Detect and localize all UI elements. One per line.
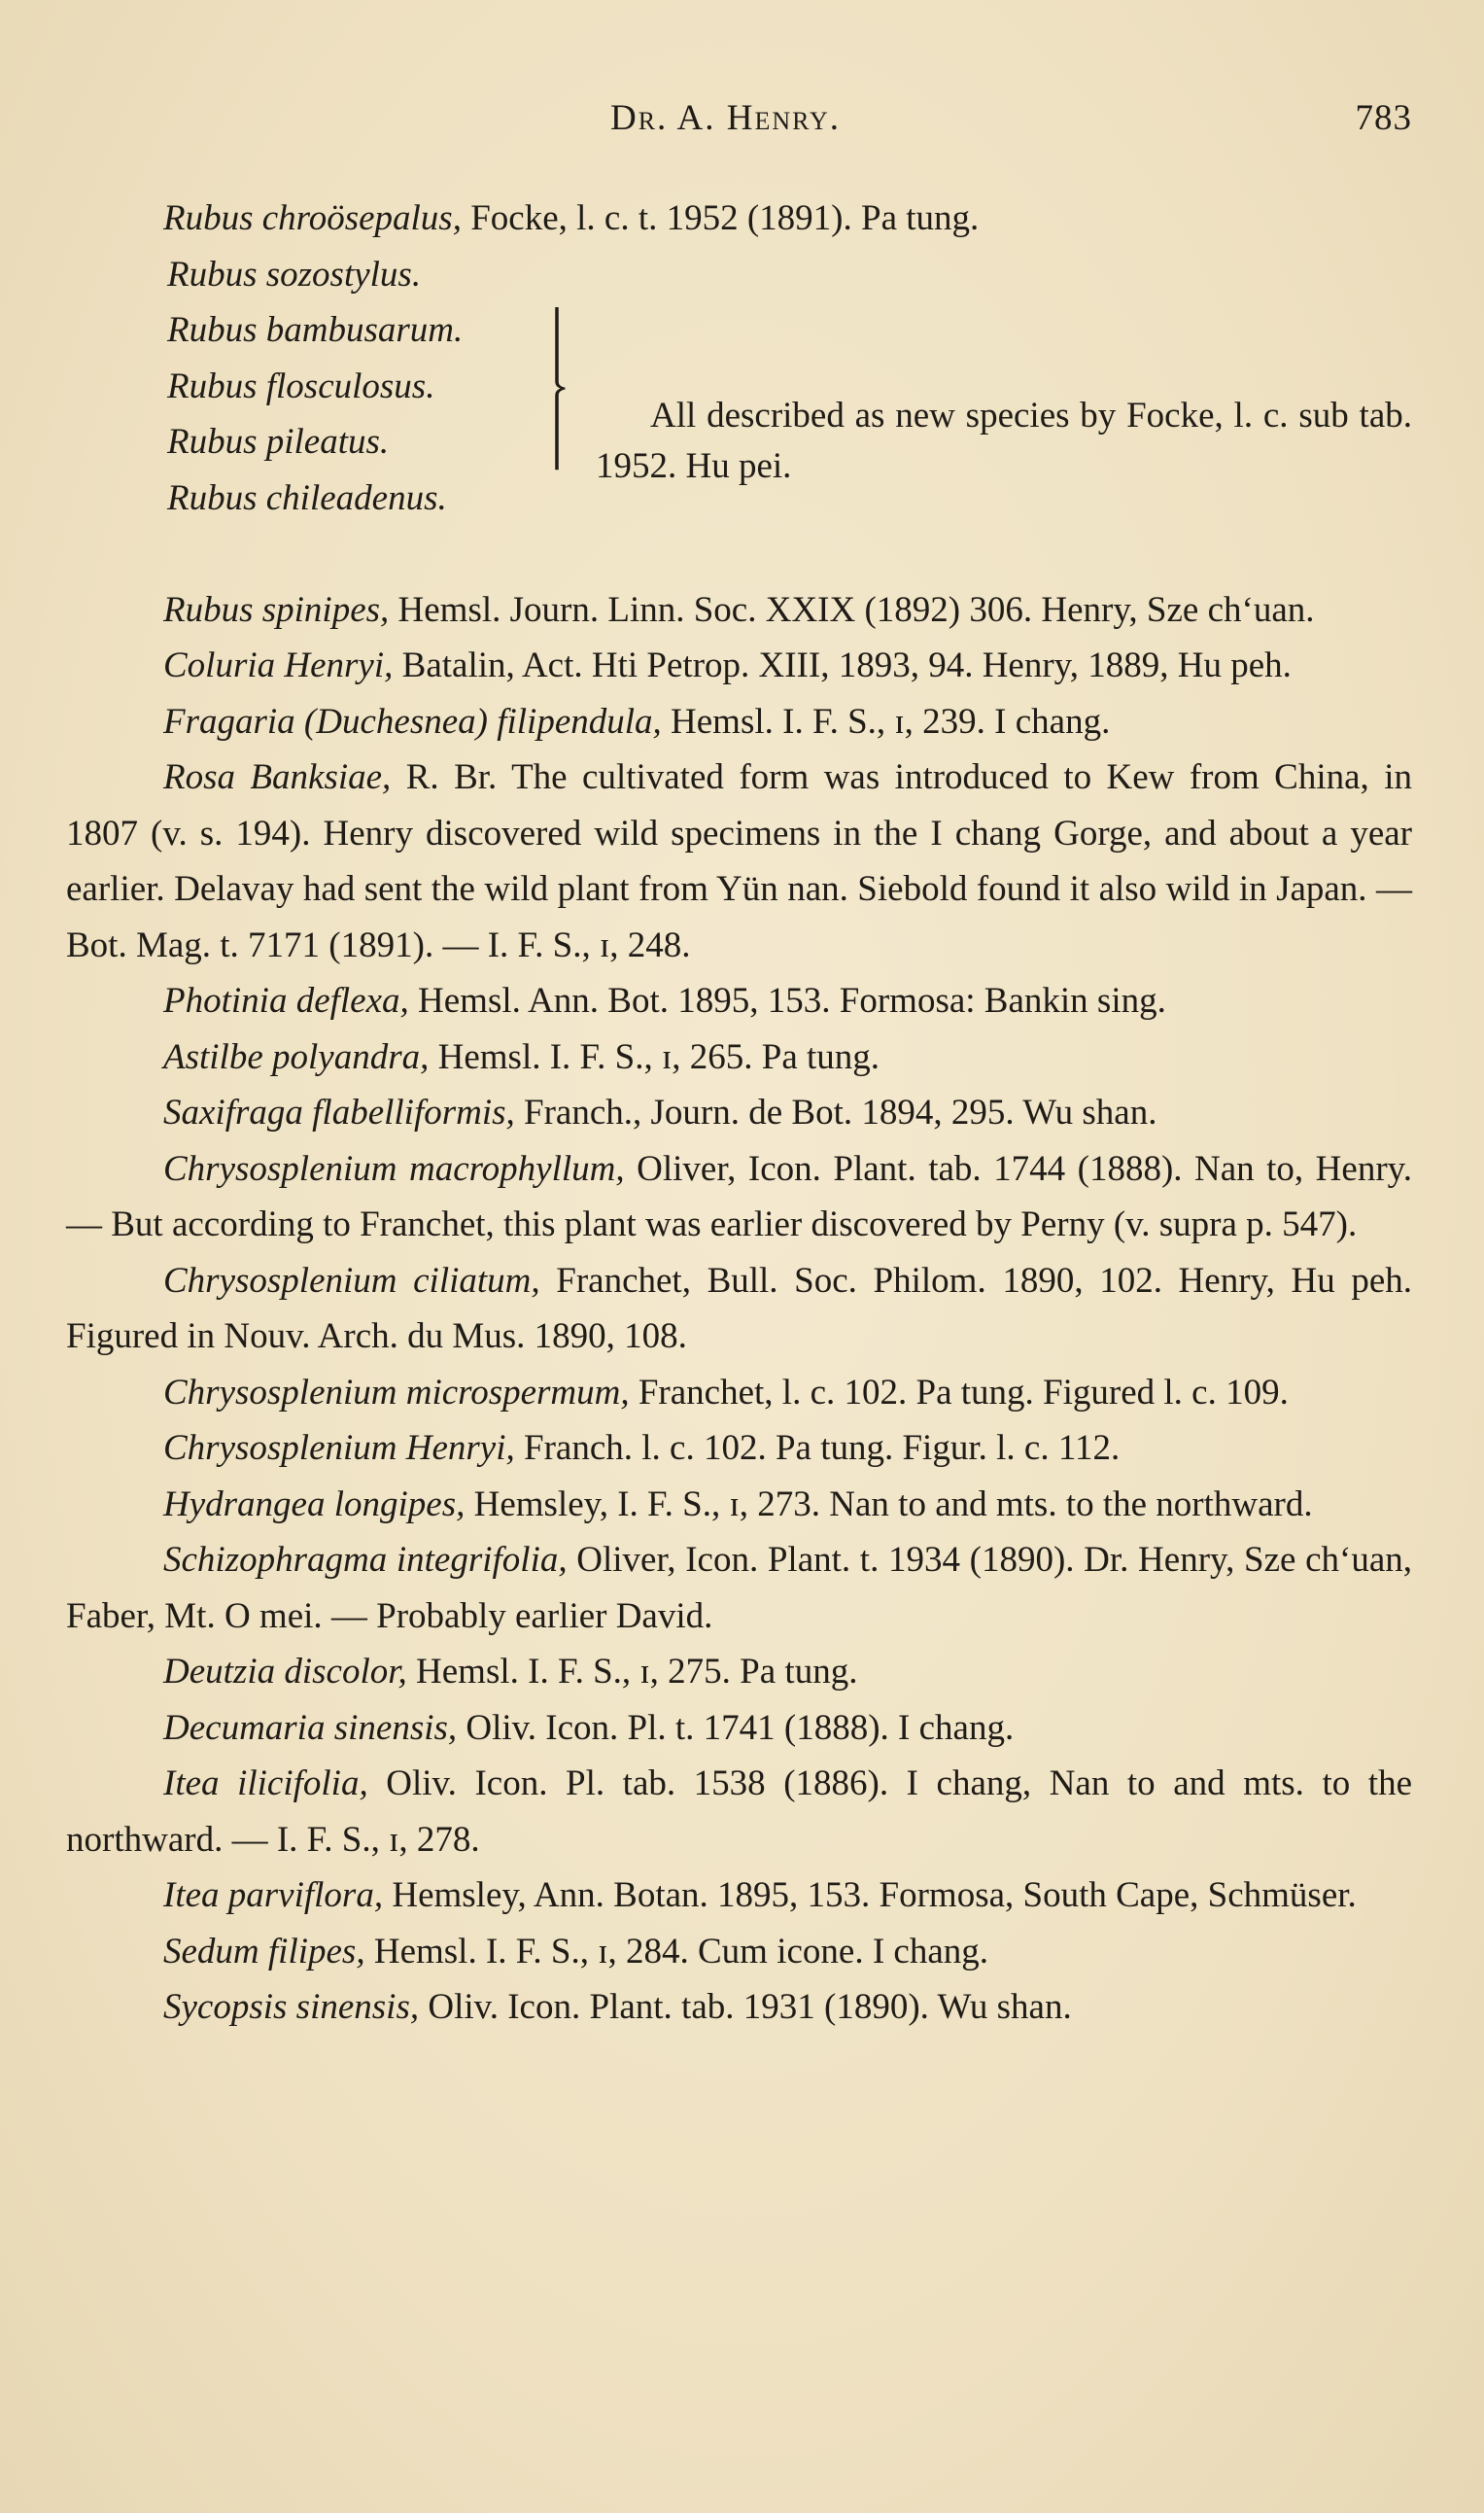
species-name: Rosa Banksiae, — [163, 757, 392, 797]
entry-chrysosplenium-macrophyllum — [66, 1141, 1412, 1253]
entry-chrysosplenium-henryi — [66, 1420, 1412, 1477]
species-name: Fragaria (Duchesnea) filipendula, — [163, 701, 662, 742]
citation-text: Hemsl. I. F. S., ɪ, 284. Cum icone. I chang. — [364, 1931, 988, 1972]
citation-text: Hemsley, I. F. S., ɪ, 273. Nan to and mts. to the northward. — [465, 1483, 1313, 1524]
entry-chrysosplenium-microspermum — [66, 1365, 1412, 1421]
species-name: Itea parviflora, — [163, 1875, 384, 1915]
entry-decumaria-sinensis — [66, 1700, 1412, 1757]
entry-astilbe-polyandra — [66, 1030, 1412, 1086]
entry-saxifraga-flabelliformis — [66, 1085, 1412, 1141]
species-name: Saxifraga flabelliformis, — [163, 1093, 515, 1133]
entry-fragaria-filipendula — [66, 694, 1412, 750]
species-name: Rubus pileatus. — [167, 422, 390, 462]
species-name: Chrysosplenium macrophyllum, — [163, 1148, 625, 1189]
species-name: Decumaria sinensis, — [163, 1707, 458, 1748]
page-body — [66, 191, 1412, 2036]
species-name: Schizophragma integrifolia, — [163, 1540, 568, 1580]
species-name: Rubus chroösepalus, — [163, 198, 462, 238]
citation-text: Oliv. Icon. Pl. t. 1741 (1888). I chang. — [457, 1707, 1015, 1748]
species-name: Hydrangea longipes, — [163, 1483, 466, 1524]
species-name: Rubus bambusarum. — [167, 310, 464, 350]
entry-sedum-filipes — [66, 1924, 1412, 1980]
citation-text: Franch., Journ. de Bot. 1894, 295. Wu shan. — [514, 1093, 1157, 1133]
species-name: Sycopsis sinensis, — [163, 1987, 420, 2027]
citation-text: Hemsl. I. F. S., ɪ, 239. I chang. — [661, 701, 1111, 742]
entry-itea-parviflora — [66, 1867, 1412, 1924]
citation-text: Franchet, l. c. 102. Pa tung. Figured l. c. 109. — [629, 1372, 1289, 1413]
citation-text: Batalin, Act. Hti Petrop. XIII, 1893, 94. Henry, 1889, Hu peh. — [393, 646, 1292, 685]
citation-text: Focke, l. c. t. 1952 (1891). Pa tung. — [461, 198, 980, 238]
species-name: Rubus flosculosus. — [167, 366, 435, 406]
citation-text: Oliv. Icon. Pl. tab. 1538 (1886). I chang, Nan to and mts. to the northward. — I. F. S., ɪ, 278. — [66, 1763, 1413, 1860]
page-number: 783 — [1355, 98, 1412, 138]
species-name: Rubus spinipes, — [163, 589, 390, 630]
species-name: Deutzia discolor, — [163, 1652, 407, 1692]
entry-hydrangea-longipes — [66, 1477, 1412, 1533]
entry-schizophragma-integrifolia — [66, 1532, 1412, 1644]
entry-rubus-spinipes — [66, 582, 1412, 639]
bracketed-species-group — [66, 247, 1412, 582]
species-name: Coluria Henryi, — [163, 646, 394, 685]
citation-text: Hemsl. I. F. S., ɪ, 265. Pa tung. — [429, 1036, 880, 1077]
bracket-note: All described as new species by Focke, l. c. sub tab. 1952. Hu pei. — [596, 395, 1412, 486]
entry-itea-ilicifolia — [66, 1756, 1412, 1867]
running-title: Dr. A. Henry. — [610, 98, 842, 138]
entry-rosa-banksiae — [66, 750, 1412, 973]
citation-text: R. Br. The cultivated form was introduced to Kew from China, in 1807 (v. s. 194). Henry discovered wild specimens in the I chang Gorge, and about a year earlier. Delavay had sent the wild plant from Yün nan. Siebold found it also wild in Japan. — Bot. Mag. t. 7171 (1891). — I. F. S., ɪ, 248. — [66, 757, 1413, 965]
entry-photinia-deflexa — [66, 973, 1412, 1030]
citation-text: Oliv. Icon. Plant. tab. 1931 (1890). Wu shan. — [419, 1987, 1072, 2027]
citation-text: Oliver, Icon. Plant. t. 1934 (1890). Dr. Henry, Sze chʻuan, Faber, Mt. O mei. — Probably earlier David. — [66, 1540, 1412, 1636]
entry-rubus-chroosepalus — [66, 191, 1412, 247]
citation-text: Hemsl. I. F. S., ɪ, 275. Pa tung. — [406, 1652, 858, 1692]
curly-brace-icon — [554, 307, 568, 584]
citation-text: Hemsl. Journ. Linn. Soc. XXIX (1892) 306. Henry, Sze chʻuan. — [389, 589, 1315, 630]
species-name: Photinia deflexa, — [163, 981, 409, 1021]
entry-deutzia-discolor — [66, 1644, 1412, 1700]
species-name: Astilbe polyandra, — [163, 1036, 430, 1077]
bracketed-names-list — [167, 247, 463, 527]
species-name: Rubus sozostylus. — [167, 254, 422, 295]
species-name: Chrysosplenium microspermum, — [163, 1372, 630, 1413]
citation-text: Hemsl. Ann. Bot. 1895, 153. Formosa: Bankin sing. — [408, 981, 1166, 1021]
citation-text: Franchet, Bull. Soc. Philom. 1890, 102. Henry, Hu peh. Figured in Nouv. Arch. du Mus. 1890, 108. — [66, 1260, 1412, 1356]
citation-text: Hemsley, Ann. Botan. 1895, 153. Formosa, South Cape, Schmüser. — [383, 1875, 1357, 1915]
species-name: Itea ilicifolia, — [163, 1763, 368, 1803]
species-name: Chrysosplenium ciliatum, — [163, 1260, 540, 1301]
citation-text: Franch. l. c. 102. Pa tung. Figur. l. c. 112. — [514, 1428, 1121, 1468]
species-name: Rubus chileadenus. — [167, 477, 447, 518]
species-name: Sedum filipes, — [163, 1931, 365, 1972]
entry-chrysosplenium-ciliatum — [66, 1253, 1412, 1365]
species-name: Chrysosplenium Henryi, — [163, 1428, 515, 1468]
citation-text: Oliver, Icon. Plant. tab. 1744 (1888). Nan to, Henry. — But according to Franchet, this plant was earlier discovered by Perny (v. supra p. 547). — [66, 1148, 1412, 1244]
running-head — [66, 97, 1412, 156]
entry-sycopsis-sinensis — [66, 1979, 1412, 2036]
entry-coluria-henryi — [66, 638, 1412, 694]
